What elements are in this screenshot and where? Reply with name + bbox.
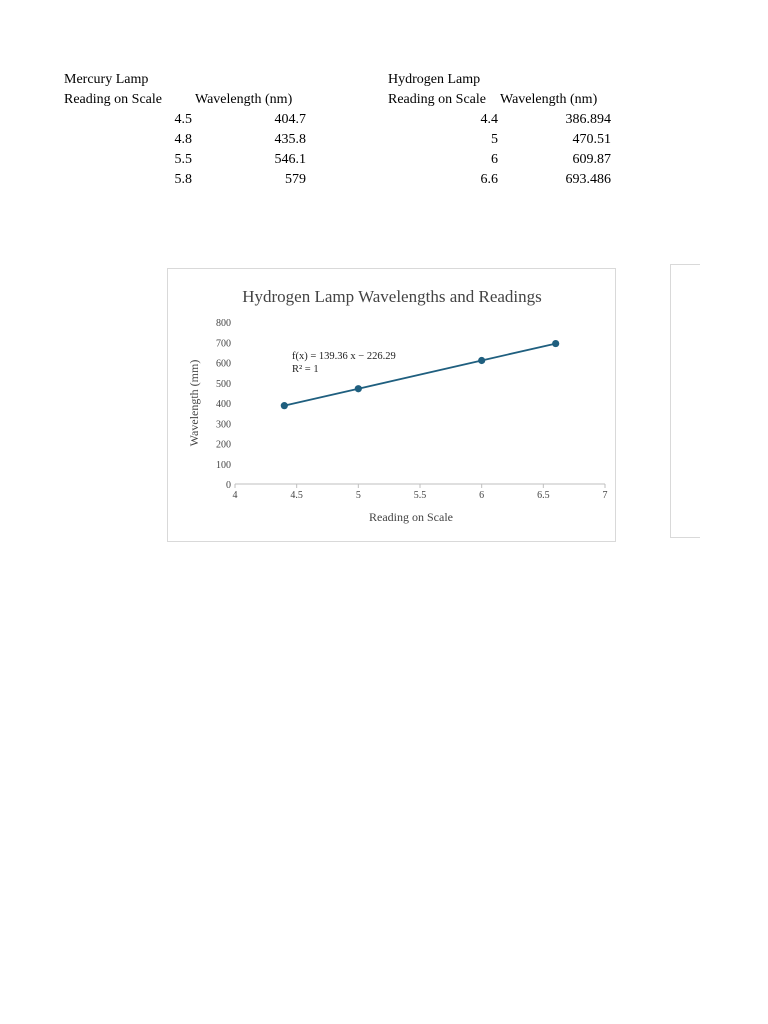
reading-cell: 6.6 [480,172,498,187]
mercury-header [64,90,324,110]
chart-title: Hydrogen Lamp Wavelengths and Readings [242,287,542,306]
x-tick-label: 7 [602,490,608,501]
data-point [355,385,362,392]
reading-cell: 4.5 [174,112,192,127]
wavelength-cell: 693.486 [565,172,611,187]
chart-container [167,268,616,542]
x-tick-label: 6 [479,490,485,501]
reading-cell: 5 [491,132,498,147]
trendline-equation: f(x) = 139.36 x − 226.29 [292,351,396,362]
table-row [388,130,628,150]
wavelength-cell: 546.1 [274,152,306,167]
x-tick-label: 6.5 [537,490,550,501]
wavelength-cell: 470.51 [572,132,611,147]
reading-cell: 5.8 [174,172,192,187]
scatter-chart [168,269,615,541]
reading-cell: 5.5 [174,152,192,167]
x-tick-label: 5 [355,490,361,501]
table-row [64,110,324,130]
table-row [64,130,324,150]
hydrogen-col-reading: Reading on Scale [388,92,486,107]
data-point [478,357,485,364]
hydrogen-title: Hydrogen Lamp [388,72,481,87]
hydrogen-header [388,90,628,110]
y-tick-label: 600 [216,358,231,370]
x-tick-label: 5.5 [413,490,427,501]
wavelength-cell: 579 [285,172,306,187]
y-tick-label: 500 [216,378,231,390]
y-tick-label: 200 [216,439,231,451]
mercury-col-wavelength: Wavelength (nm) [195,92,293,107]
r-squared-label: R² = 1 [292,364,319,375]
table-row [388,170,628,190]
y-tick-label: 700 [216,338,231,350]
wavelength-cell: 609.87 [572,152,611,167]
y-tick-label: 0 [226,480,231,491]
y-tick-label: 800 [216,318,231,329]
data-point [281,402,288,409]
y-axis-label: Wavelength (mm) [187,359,201,447]
reading-cell: 4.4 [480,112,498,127]
reading-cell: 4.8 [174,132,192,147]
wavelength-cell: 404.7 [274,112,306,127]
mercury-table [64,70,324,190]
wavelength-cell: 386.894 [565,112,611,127]
table-row [64,170,324,190]
wavelength-cell: 435.8 [274,132,306,147]
reading-cell: 6 [491,152,498,167]
x-axis-label: Reading on Scale [369,510,453,524]
table-row [388,150,628,170]
x-tick-label: 4 [232,490,238,501]
side-panel-edge [670,264,700,538]
mercury-title: Mercury Lamp [64,72,149,87]
y-tick-label: 100 [216,459,231,471]
table-row [388,110,628,130]
x-tick-label: 4.5 [290,490,303,501]
hydrogen-col-wavelength: Wavelength (nm) [500,92,598,107]
y-tick-label: 300 [216,419,231,431]
table-row [64,150,324,170]
hydrogen-table [388,70,628,190]
data-point [552,340,559,347]
mercury-col-reading: Reading on Scale [64,92,162,107]
y-tick-label: 400 [216,399,231,410]
